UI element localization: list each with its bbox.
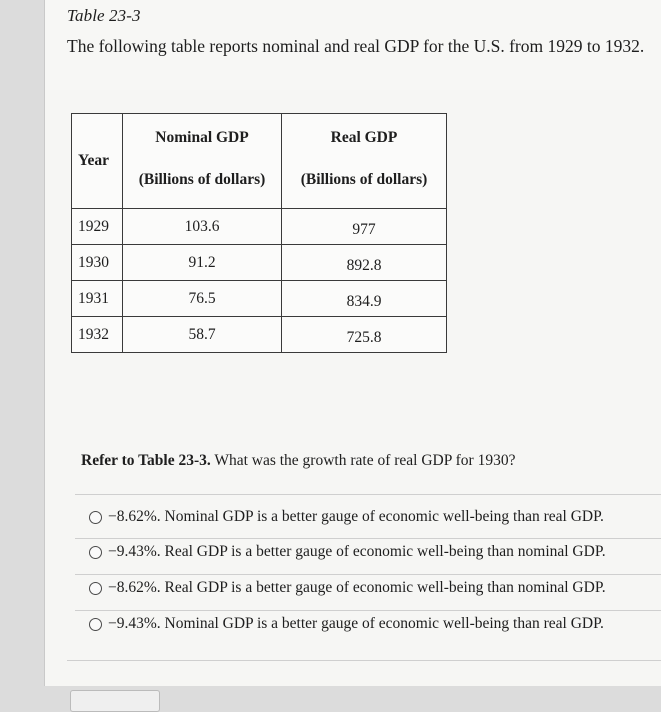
answer-option-1[interactable]	[89, 500, 649, 534]
answer-option-label: −9.43%. Nominal GDP is a better gauge of economic well-being than real GDP.	[108, 615, 604, 632]
answer-option-3[interactable]	[89, 571, 649, 605]
cell-nominal: 58.7	[123, 317, 282, 353]
header-nominal-unit: (Billions of dollars)	[138, 171, 266, 188]
cell-year: 1931	[72, 281, 123, 317]
answer-option-2[interactable]	[89, 535, 649, 569]
submit-button-partial[interactable]	[70, 690, 160, 712]
answer-option-label: −9.43%. Real GDP is a better gauge of economic well-being than nominal GDP.	[108, 543, 606, 560]
radio-button-icon[interactable]	[89, 546, 102, 559]
cell-year: 1930	[72, 245, 123, 281]
option-divider	[75, 494, 661, 495]
cell-nominal: 76.5	[123, 281, 282, 317]
answer-option-label: −8.62%. Nominal GDP is a better gauge of economic well-being than real GDP.	[108, 508, 604, 525]
card-bottom-divider	[67, 660, 661, 661]
cell-real: 977	[282, 209, 447, 245]
cell-real: 725.8	[282, 317, 447, 353]
table-row	[72, 281, 447, 317]
cell-real: 834.9	[282, 281, 447, 317]
answer-option-label: −8.62%. Real GDP is a better gauge of economic well-being than nominal GDP.	[108, 579, 606, 596]
header-real-unit: (Billions of dollars)	[300, 171, 428, 188]
table-row	[72, 317, 447, 353]
question-card	[44, 0, 661, 686]
header-real-gdp	[282, 114, 447, 209]
cell-nominal: 103.6	[123, 209, 282, 245]
radio-button-icon[interactable]	[89, 582, 102, 595]
header-real-label: Real GDP	[330, 129, 398, 146]
table-row	[72, 245, 447, 281]
cell-nominal: 91.2	[123, 245, 282, 281]
header-year: Year	[72, 114, 123, 209]
header-nominal-gdp	[123, 114, 282, 209]
question-reference: Refer to Table 23-3.	[81, 452, 211, 469]
radio-button-icon[interactable]	[89, 511, 102, 524]
cell-year: 1929	[72, 209, 123, 245]
table-title: Table 23-3	[67, 6, 141, 25]
radio-button-icon[interactable]	[89, 618, 102, 631]
cell-year: 1932	[72, 317, 123, 353]
cell-real: 892.8	[282, 245, 447, 281]
table-header-area	[45, 0, 661, 90]
header-nominal-label: Nominal GDP	[155, 129, 249, 146]
answer-option-4[interactable]	[89, 607, 649, 641]
gdp-table	[71, 113, 447, 353]
question-body: What was the growth rate of real GDP for 1930?	[210, 452, 516, 469]
table-description: The following table reports nominal and real GDP for the U.S. from 1929 to 1932.	[67, 36, 645, 56]
table-header-row	[72, 114, 447, 209]
table-row	[72, 209, 447, 245]
question-text	[81, 452, 515, 470]
